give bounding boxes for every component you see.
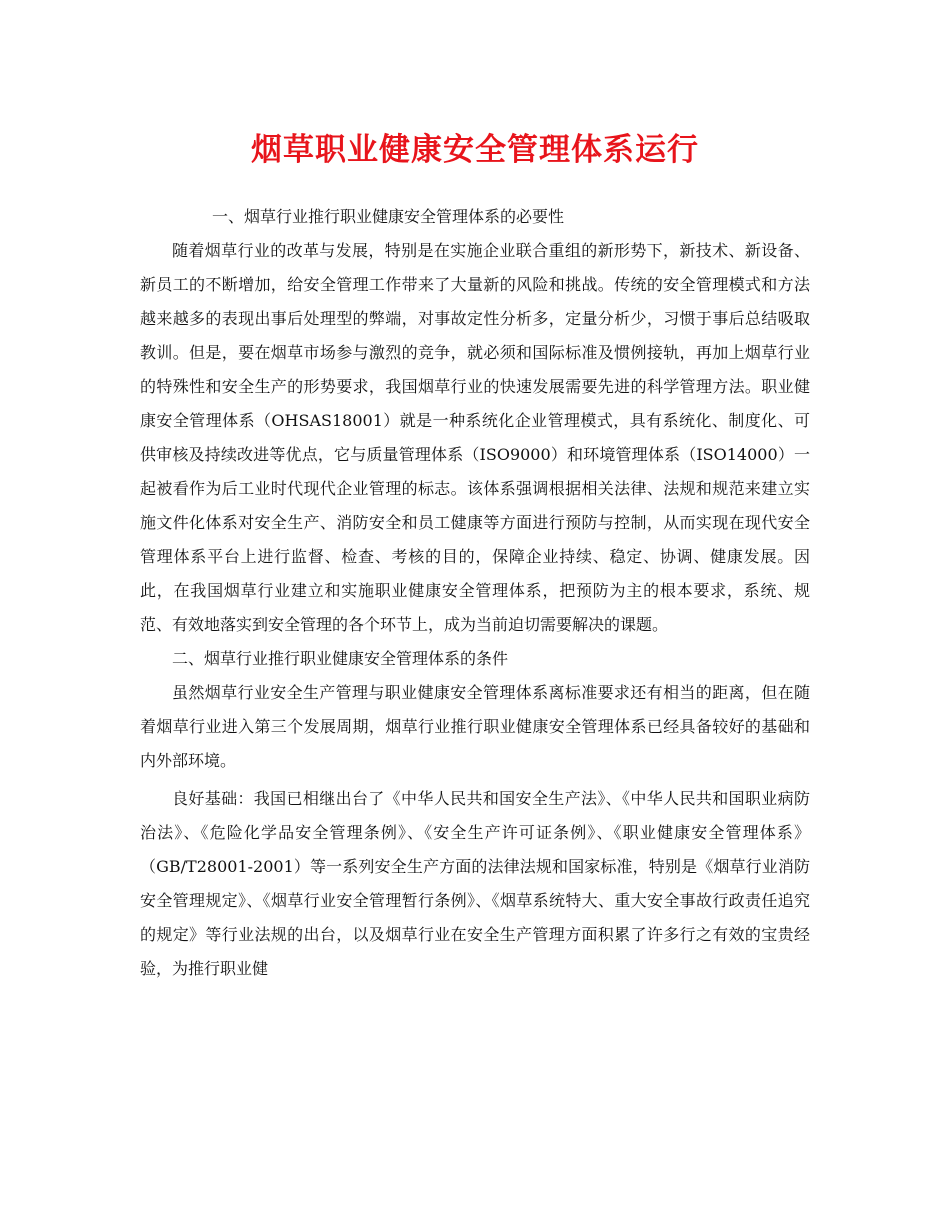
document-body: [140, 200, 810, 986]
paragraph: 随着烟草行业的改革与发展，特别是在实施企业联合重组的新形势下，新技术、新设备、新员工的不断增加，给安全管理工作带来了大量新的风险和挑战。传统的安全管理模式和方法越来越多的表现出事后处理型的弊端，对事故定性分析多，定量分析少，习惯于事后总结吸取教训。但是，要在烟草市场参与激烈的竞争，就必须和国际标准及惯例接轨，再加上烟草行业的特殊性和安全生产的形势要求，我国烟草行业的快速发展需要先进的科学管理方法。职业健康安全管理体系（OHSAS18001）就是一种系统化企业管理模式，具有系统化、制度化、可供审核及持续改进等优点，它与质量管理体系（ISO9000）和环境管理体系（ISO14000）一起被看作为后工业时代现代企业管理的标志。该体系强调根据相关法律、法规和规范来建立实施文件化体系对安全生产、消防安全和员工健康等方面进行预防与控制，从而实现在现代安全管理体系平台上进行监督、检查、考核的目的，保障企业持续、稳定、协调、健康发展。因此，在我国烟草行业建立和实施职业健康安全管理体系，把预防为主的根本要求，系统、规范、有效地落实到安全管理的各个环节上，成为当前迫切需要解决的课题。: [140, 241, 810, 634]
paragraph: 虽然烟草行业安全生产管理与职业健康安全管理体系离标准要求还有相当的距离，但在随着烟草行业进入第三个发展周期，烟草行业推行职业健康安全管理体系已经具备较好的基础和内外部环境。: [140, 683, 810, 770]
paragraph: 良好基础：我国已相继出台了《中华人民共和国安全生产法》、《中华人民共和国职业病防治法》、《危险化学品安全管理条例》、《安全生产许可证条例》、《职业健康安全管理体系》（GB/T28001-2001）等一系列安全生产方面的法律法规和国家标准，特别是《烟草行业消防安全管理规定》、《烟草行业安全管理暂行条例》、《烟草系统特大、重大安全事故行政责任追究的规定》等行业法规的出台，以及烟草行业在安全生产管理方面积累了许多行之有效的宝贵经验，为推行职业健: [140, 789, 810, 978]
document-page: [140, 0, 810, 1230]
section-heading: 二、烟草行业推行职业健康安全管理体系的条件: [172, 649, 509, 668]
document-title: 烟草职业健康安全管理体系运行: [251, 132, 699, 168]
section-heading: 一、烟草行业推行职业健康安全管理体系的必要性: [212, 207, 565, 226]
